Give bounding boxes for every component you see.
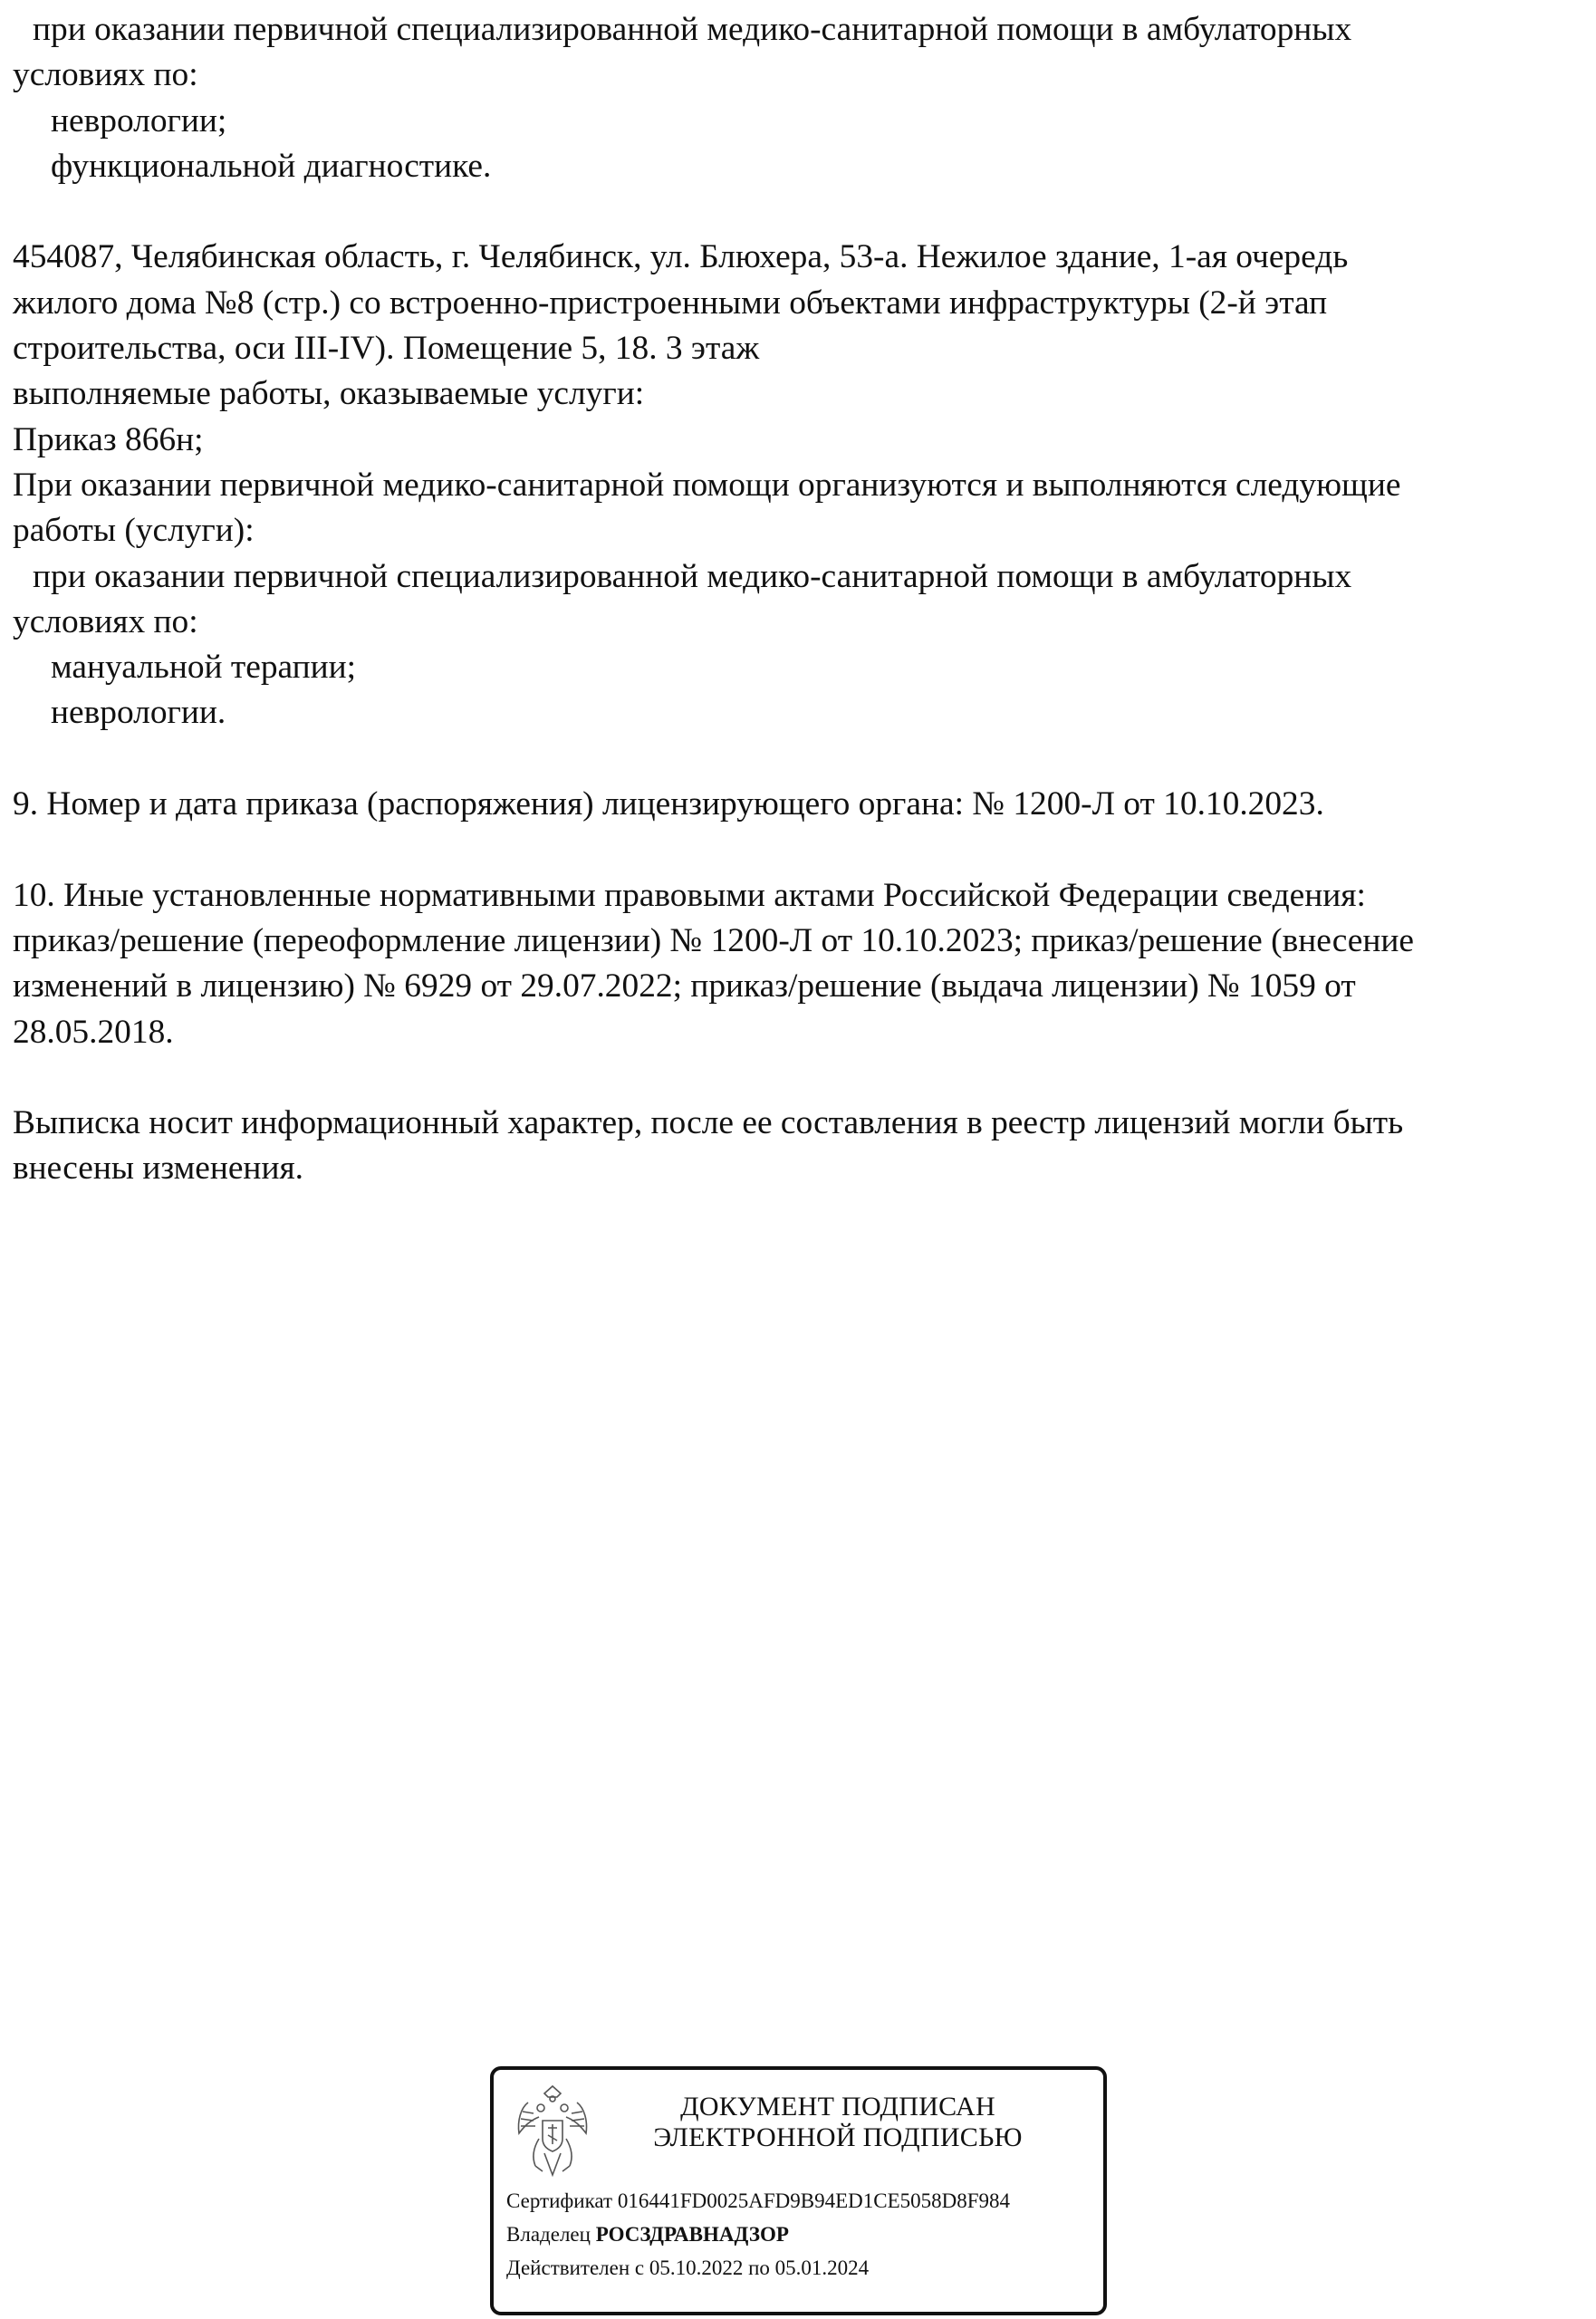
text-line: неврологии. [51, 694, 226, 732]
text-line: 28.05.2018. [13, 1013, 174, 1051]
text-line: работы (услуги): [13, 512, 255, 550]
text-line: условиях по: [13, 602, 198, 640]
signature-stamp [490, 2066, 1107, 2315]
text-line: 9. Номер и дата приказа (распоряжения) лицензирующего органа: № 1200-Л от 10.10.2023. [13, 785, 1324, 823]
owner-value: РОСЗДРАВНАДЗОР [595, 2223, 789, 2246]
owner-row [506, 2218, 1010, 2251]
certificate-value: 016441FD0025AFD9B94ED1CE5058D8F984 [617, 2189, 1011, 2212]
text-line: изменений в лицензию) № 6929 от 29.07.2022; приказ/решение (выдача лицензии) № 1059 от [13, 967, 1356, 1006]
validity-row: Действителен с 05.10.2022 по 05.01.2024 [506, 2256, 870, 2279]
text-line: при оказании первичной специализированной медико-санитарной помощи в амбулаторных [33, 557, 1352, 595]
blank-line [13, 1055, 1589, 1101]
stamp-title-line-1: ДОКУМЕНТ ПОДПИСАН [680, 2092, 995, 2122]
text-line: функциональной диагностике. [51, 147, 492, 185]
text-line: условиях по: [13, 56, 198, 94]
stamp-title-line-2: ЭЛЕКТРОННОЙ ПОДПИСЬЮ [653, 2122, 1023, 2152]
stamp-title [639, 2092, 1037, 2153]
text-line: жилого дома №8 (стр.) со встроенно-пристроенными объектами инфраструктуры (2-й этап [13, 284, 1328, 322]
document-body [13, 7, 1589, 1192]
text-line: Выписка носит информационный характер, после ее составления в реестр лицензий могли быть [13, 1104, 1404, 1142]
certificate-label: Сертификат [506, 2189, 613, 2212]
text-line: При оказании первичной медико-санитарной помощи организуются и выполняются следующие [13, 466, 1401, 504]
text-line: неврологии; [51, 101, 227, 140]
text-line: выполняемые работы, оказываемые услуги: [13, 375, 645, 413]
text-line: приказ/решение (переоформление лицензии) № 1200-Л от 10.10.2023; приказ/решение (внесение [13, 921, 1415, 959]
owner-label: Владелец [506, 2223, 591, 2246]
text-line: 454087, Челябинская область, г. Челябинск, ул. Блюхера, 53-а. Нежилое здание, 1-ая очередь [13, 238, 1349, 276]
blank-line [13, 827, 1589, 872]
text-line: 10. Иные установленные нормативными правовыми актами Российской Федерации сведения: [13, 876, 1366, 914]
blank-line [13, 189, 1589, 235]
certificate-row [506, 2184, 1010, 2218]
text-line: внесены изменения. [13, 1150, 303, 1188]
blank-line [13, 736, 1589, 782]
coat-of-arms-icon [512, 2081, 593, 2180]
text-line: строительства, оси III-IV). Помещение 5, 18. 3 этаж [13, 330, 760, 368]
text-line: Приказ 866н; [13, 420, 204, 458]
stamp-meta [506, 2184, 1010, 2285]
text-line: при оказании первичной специализированной медико-санитарной помощи в амбулаторных [33, 11, 1352, 48]
text-line: мануальной терапии; [51, 649, 357, 687]
